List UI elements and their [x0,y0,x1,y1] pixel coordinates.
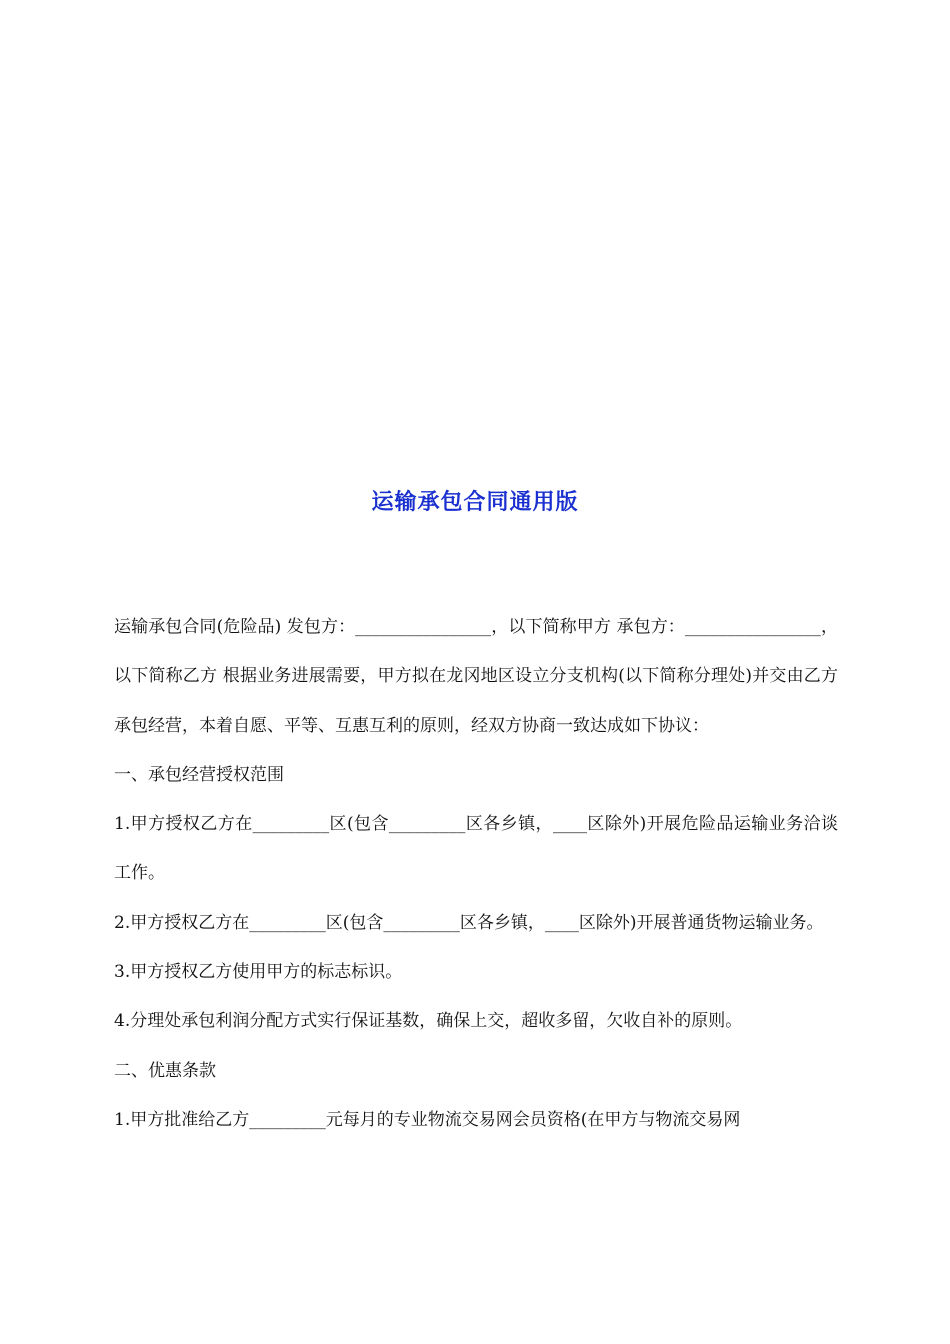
clause-1-1: 1.甲方授权乙方在_________区(包含_________区各乡镇，____区除外)开展危险品运输业务洽谈工作。 [114,814,838,884]
clause-1-3: 3.甲方授权乙方使用甲方的标志标识。 [114,962,403,983]
intro-paragraph: 运输承包合同(危险品) 发包方：________________，以下简称甲方 承包方：________________，以下简称乙方 根据业务进展需要，甲方拟在龙冈地区设立分支机构(以下简称分理处)并交由乙方承包经营，本着自愿、平等、互惠互利的原则，经双方协商一致达成如下协议： [114,617,838,736]
section-heading-scope: 一、承包经营授权范围 [114,764,284,785]
clause-1-2: 2.甲方授权乙方在_________区(包含_________区各乡镇，____区除外)开展普通货物运输业务。 [114,912,824,933]
document-body [114,603,838,1145]
clause-1-4: 4.分理处承包利润分配方式实行保证基数，确保上交，超收多留，欠收自补的原则。 [114,1011,743,1032]
clause-2-1: 1.甲方批准给乙方_________元每月的专业物流交易网会员资格(在甲方与物流交易网 [114,1109,741,1130]
document-title: 运输承包合同通用版 [371,490,579,515]
section-heading-preferential: 二、优惠条款 [114,1060,216,1081]
